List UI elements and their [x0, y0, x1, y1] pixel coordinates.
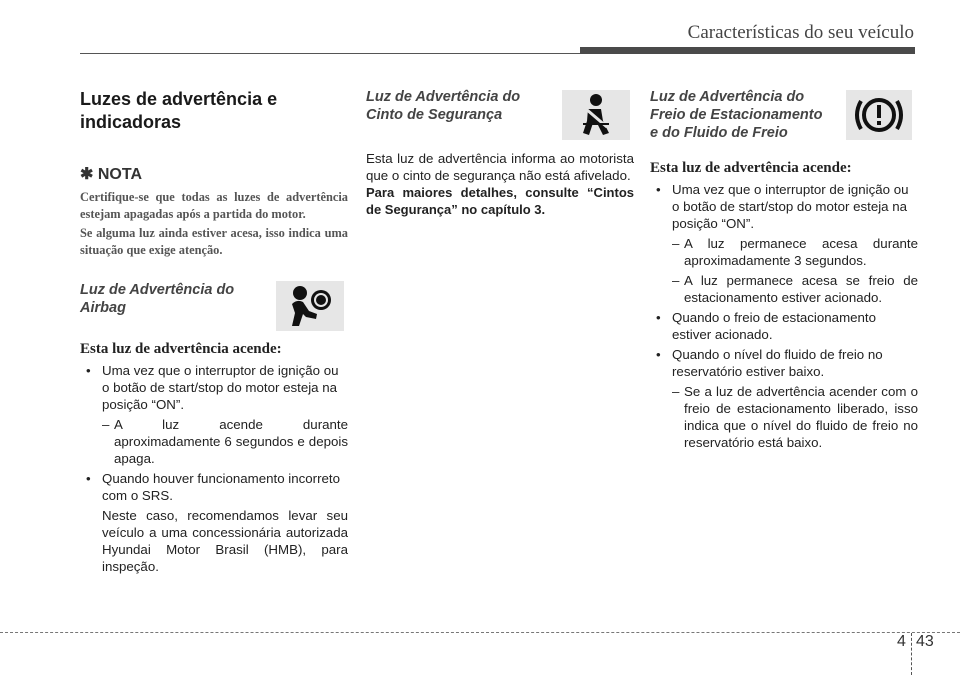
page-chapter: 4 [897, 633, 906, 650]
section-heading-line1: Luzes de advertência e [80, 89, 278, 109]
list-item [80, 470, 348, 504]
section-heading-line2: indicadoras [80, 112, 182, 132]
dash-item: – Se a luz de advertência acender com o freio de estacionamento liberado, isso indica que o nível do fluido de freio no reservatório está baixo. [672, 384, 918, 450]
list-item-text: Quando o freio de estacionamento estiver acionado. [672, 310, 877, 342]
dash-item: – A luz permanece acesa durante aproximadamente 3 segundos. [672, 236, 918, 268]
seatbelt-reference: Para maiores detalhes, consulte “Cintos de Segurança” no capítulo 3. [366, 185, 634, 217]
seatbelt-heading: Luz de Advertência do Cinto de Segurança [366, 89, 521, 123]
seatbelt-paragraph: Esta luz de advertência informa ao motorista que o cinto de segurança não está afivelado. [366, 151, 634, 183]
list-item [650, 346, 918, 380]
airbag-warning-icon [276, 281, 344, 331]
list-item-text: Quando houver funcionamento incorreto com o SRS. [102, 471, 341, 503]
airbag-note: Neste caso, recomendamos levar seu veículo a uma concessionária autorizada Hyundai Motor Brasil (HMB), para inspeção. [102, 508, 348, 574]
dash-item: – A luz permanece acesa se freio de estacionamento estiver acionado. [672, 273, 918, 305]
list-item-text: Uma vez que o interruptor de ignição ou o botão de start/stop do motor esteja na posição “ON”. [672, 182, 909, 231]
list-item [650, 309, 918, 343]
list-item [650, 181, 918, 232]
page-header-title: Características do seu veículo [687, 22, 914, 43]
dash-item: – A luz acende durante aproximadamente 6 segundos e depois apaga. [102, 417, 348, 466]
column-2 [366, 88, 634, 218]
column-3 [650, 88, 918, 454]
brake-heading: Luz de Advertência do Freio de Estacionamento e do Fluido de Freio [650, 89, 823, 141]
brake-lights-when: Esta luz de advertência acende: [650, 160, 852, 176]
header-rule-bar [580, 47, 915, 54]
list-item [80, 362, 348, 413]
brake-warning-icon [846, 90, 912, 140]
airbag-list [80, 362, 348, 413]
brake-list [650, 181, 918, 232]
airbag-list-2 [80, 470, 348, 504]
brake-section-head [650, 88, 918, 150]
footer-rule [0, 632, 960, 633]
column-1 [80, 88, 348, 575]
nota-title: ✱ NOTA [80, 166, 142, 183]
dash-item-text: A luz permanece acesa se freio de estacionamento estiver acionado. [684, 273, 918, 305]
seatbelt-warning-icon [562, 90, 630, 140]
airbag-section-head [80, 281, 348, 339]
header-rule [80, 53, 580, 54]
brake-list-2 [650, 309, 918, 380]
dash-item-text: A luz acende durante aproximadamente 6 segundos e depois apaga. [114, 417, 348, 466]
nota-text [80, 189, 348, 259]
footer-divider [911, 633, 912, 675]
list-item-text: Uma vez que o interruptor de ignição ou o botão de start/stop do motor esteja na posição “ON”. [102, 363, 339, 412]
section-heading [80, 88, 348, 134]
list-item-text: Quando o nível do fluido de freio no reservatório estiver baixo. [672, 347, 883, 379]
dash-item-text: Se a luz de advertência acender com o freio de estacionamento liberado, isso indica que o nível do fluido de freio no reservatório está baixo. [684, 384, 918, 450]
nota-paragraph-1: Certifique-se que todas as luzes de advertência estejam apagadas após a partida do motor. [80, 190, 348, 221]
page-number: 43 [916, 633, 934, 650]
nota-paragraph-2: Se alguma luz ainda estiver acesa, isso indica uma situação que exige atenção. [80, 226, 348, 257]
seatbelt-section-head [366, 88, 634, 150]
airbag-heading: Luz de Advertência do Airbag [80, 282, 235, 316]
dash-item-text: A luz permanece acesa durante aproximadamente 3 segundos. [684, 236, 918, 268]
airbag-lights-when: Esta luz de advertência acende: [80, 341, 282, 357]
